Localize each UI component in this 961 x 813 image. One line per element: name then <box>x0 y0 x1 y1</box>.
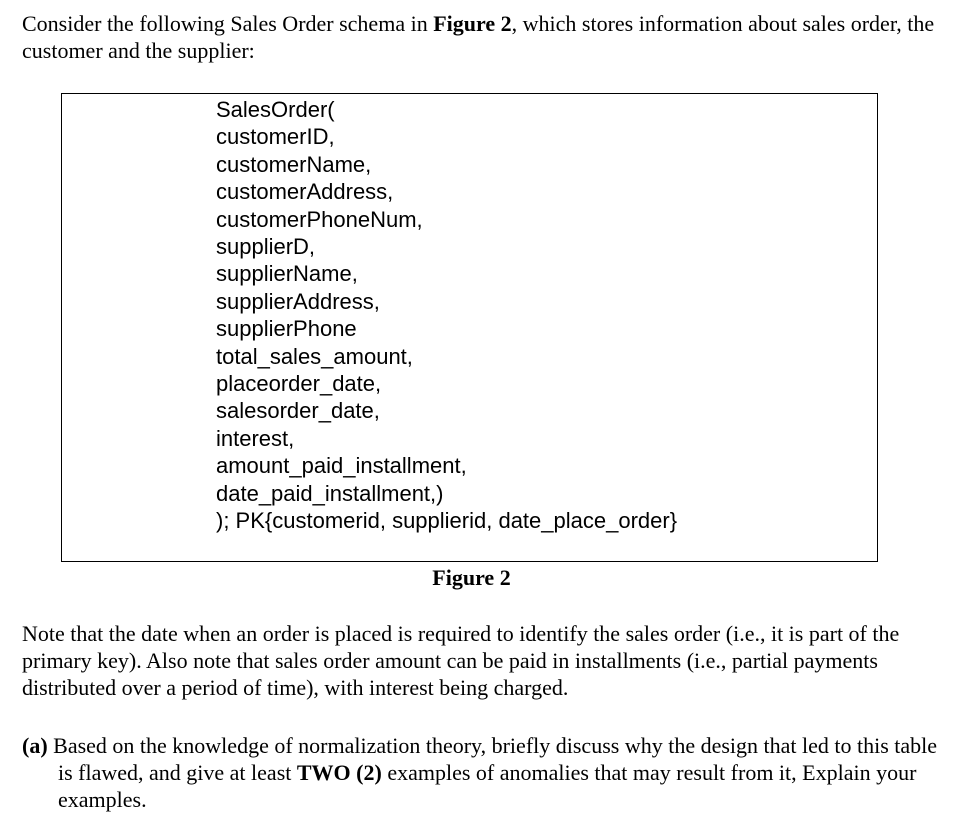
schema-line: customerPhoneNum, <box>216 206 423 232</box>
schema-line: salesorder_date, <box>216 398 380 424</box>
note-paragraph: Note that the date when an order is placed is required to identify the sales order (i.e., it is part of the primary key). Also note that sales order amount can be paid in installments (i.e., partial payments distributed over a period of time), with interest being charged. <box>22 621 900 700</box>
schema-line: supplierAddress, <box>216 288 380 314</box>
intro-text-2: , which stores information about sales order, the customer and the supplier: <box>22 11 935 63</box>
schema-line: customerID, <box>216 124 335 150</box>
intro-text-1: Consider the following Sales Order schema in <box>22 11 434 36</box>
schema-box <box>61 93 878 562</box>
schema-lines <box>216 96 677 535</box>
figure-caption: Figure 2 <box>432 565 511 590</box>
question-emphasis: TWO (2) <box>296 760 382 785</box>
schema-line: placeorder_date, <box>216 371 382 397</box>
schema-line: supplierName, <box>216 261 358 287</box>
intro-paragraph <box>22 10 942 64</box>
schema-line: date_paid_installment,) <box>216 480 444 506</box>
schema-line: customerName, <box>216 151 372 177</box>
schema-line: total_sales_amount, <box>216 343 413 369</box>
schema-line: interest, <box>216 425 295 451</box>
question-label: (a) <box>22 733 48 758</box>
schema-line: ); PK{customerid, supplierid, date_place_order} <box>216 508 678 534</box>
figure-reference: Figure 2 <box>433 11 512 36</box>
schema-line: SalesOrder( <box>216 97 335 122</box>
question-a <box>22 732 942 813</box>
schema-line: amount_paid_installment, <box>216 453 467 479</box>
question-text-1: Based on the knowledge of normalization theory, briefly discuss why the design that led to this table is flawed, and give at least <box>47 733 938 785</box>
schema-line: supplierD, <box>216 234 316 260</box>
question-text-2: examples of anomalies that may result from it, Explain your examples. <box>58 760 917 812</box>
schema-line: customerAddress, <box>216 179 394 205</box>
schema-line: supplierPhone <box>216 316 357 342</box>
